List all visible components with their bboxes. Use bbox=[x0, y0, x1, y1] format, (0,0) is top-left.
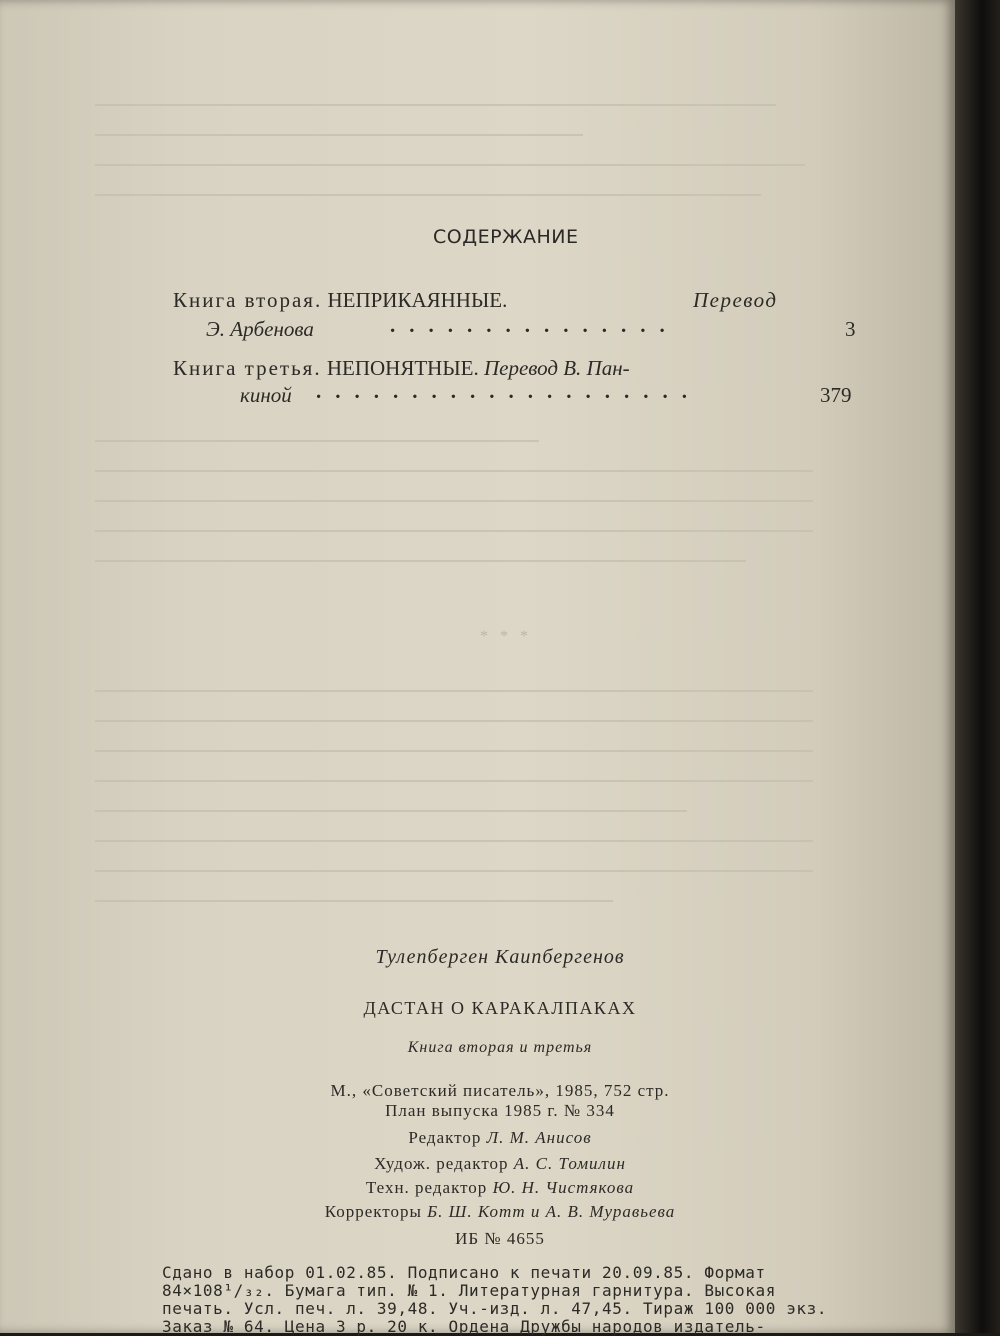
book-subtitle: Книга вторая и третья bbox=[407, 1039, 593, 1056]
credit-editor bbox=[0, 1128, 1000, 1148]
credit-proofreaders bbox=[0, 1202, 1000, 1222]
credit-tech-editor bbox=[0, 1178, 1000, 1198]
toc-entry-2-prefix: Книга третья. bbox=[173, 356, 322, 380]
author-name: Тулепберген Каипбергенов bbox=[375, 946, 625, 968]
credit-person: А. С. Томилин bbox=[513, 1154, 626, 1173]
toc-entry-1-translator-name: Э. Арбенова bbox=[206, 317, 314, 341]
show-through-texture bbox=[95, 90, 835, 230]
show-through-texture bbox=[95, 680, 835, 950]
show-through-texture bbox=[95, 420, 835, 590]
toc-entry-2-translator-name: киной bbox=[240, 383, 292, 407]
contents-heading: СОДЕРЖАНИЕ bbox=[433, 226, 579, 248]
print-details-line-2: 84×108¹/₃₂. Бумага тип. № 1. Литературная гарнитура. Высокая bbox=[162, 1281, 776, 1300]
print-details-line-1: Сдано в набор 01.02.85. Подписано к печати 20.09.85. Формат bbox=[162, 1263, 766, 1282]
print-details-line-4: Заказ № 64. Цена 3 р. 20 к. Ордена Дружбы народов издатель- bbox=[162, 1317, 766, 1336]
toc-entry-1-line-1 bbox=[173, 288, 507, 313]
toc-entry-1-prefix: Книга вторая. bbox=[173, 288, 323, 312]
ib-number: ИБ № 4655 bbox=[455, 1229, 545, 1248]
credit-person: Ю. Н. Чистякова bbox=[492, 1178, 635, 1197]
toc-entry-2-page-number: 379 bbox=[820, 383, 852, 407]
toc-entry-2-line-1 bbox=[173, 356, 630, 381]
credit-role: Худож. редактор bbox=[374, 1154, 509, 1173]
toc-entry-2-title: НЕПОНЯТНЫЕ. bbox=[326, 356, 479, 380]
toc-entry-1-dot-leader: ............... bbox=[390, 313, 679, 337]
print-details-line-3: печать. Усл. печ. л. 39,48. Уч.-изд. л. 47,45. Тираж 100 000 экз. bbox=[162, 1299, 828, 1318]
credit-role: Редактор bbox=[408, 1128, 482, 1147]
toc-entry-2-dot-leader: .................... bbox=[316, 379, 701, 403]
credit-role: Корректоры bbox=[324, 1202, 422, 1221]
publisher-line: М., «Советский писатель», 1985, 752 стр. bbox=[330, 1081, 670, 1100]
toc-entry-1-title: НЕПРИКАЯННЫЕ. bbox=[327, 288, 508, 312]
book-cover-edge bbox=[955, 0, 1000, 1333]
credit-person: Л. М. Анисов bbox=[486, 1128, 592, 1147]
credit-person: Б. Ш. Котт и А. В. Муравьева bbox=[427, 1202, 676, 1221]
toc-entry-1-page-number: 3 bbox=[845, 317, 856, 341]
toc-entry-2-translator-label: Перевод В. Пан- bbox=[483, 356, 630, 380]
toc-entry-1-translator-label: Перевод bbox=[693, 288, 778, 312]
plan-line: План выпуска 1985 г. № 334 bbox=[385, 1101, 615, 1120]
credit-art-editor bbox=[0, 1154, 1000, 1174]
book-title: ДАСТАН О КАРАКАЛПАКАХ bbox=[363, 998, 637, 1018]
credit-role: Техн. редактор bbox=[365, 1178, 488, 1197]
show-through-asterisks: * * * bbox=[480, 628, 532, 645]
